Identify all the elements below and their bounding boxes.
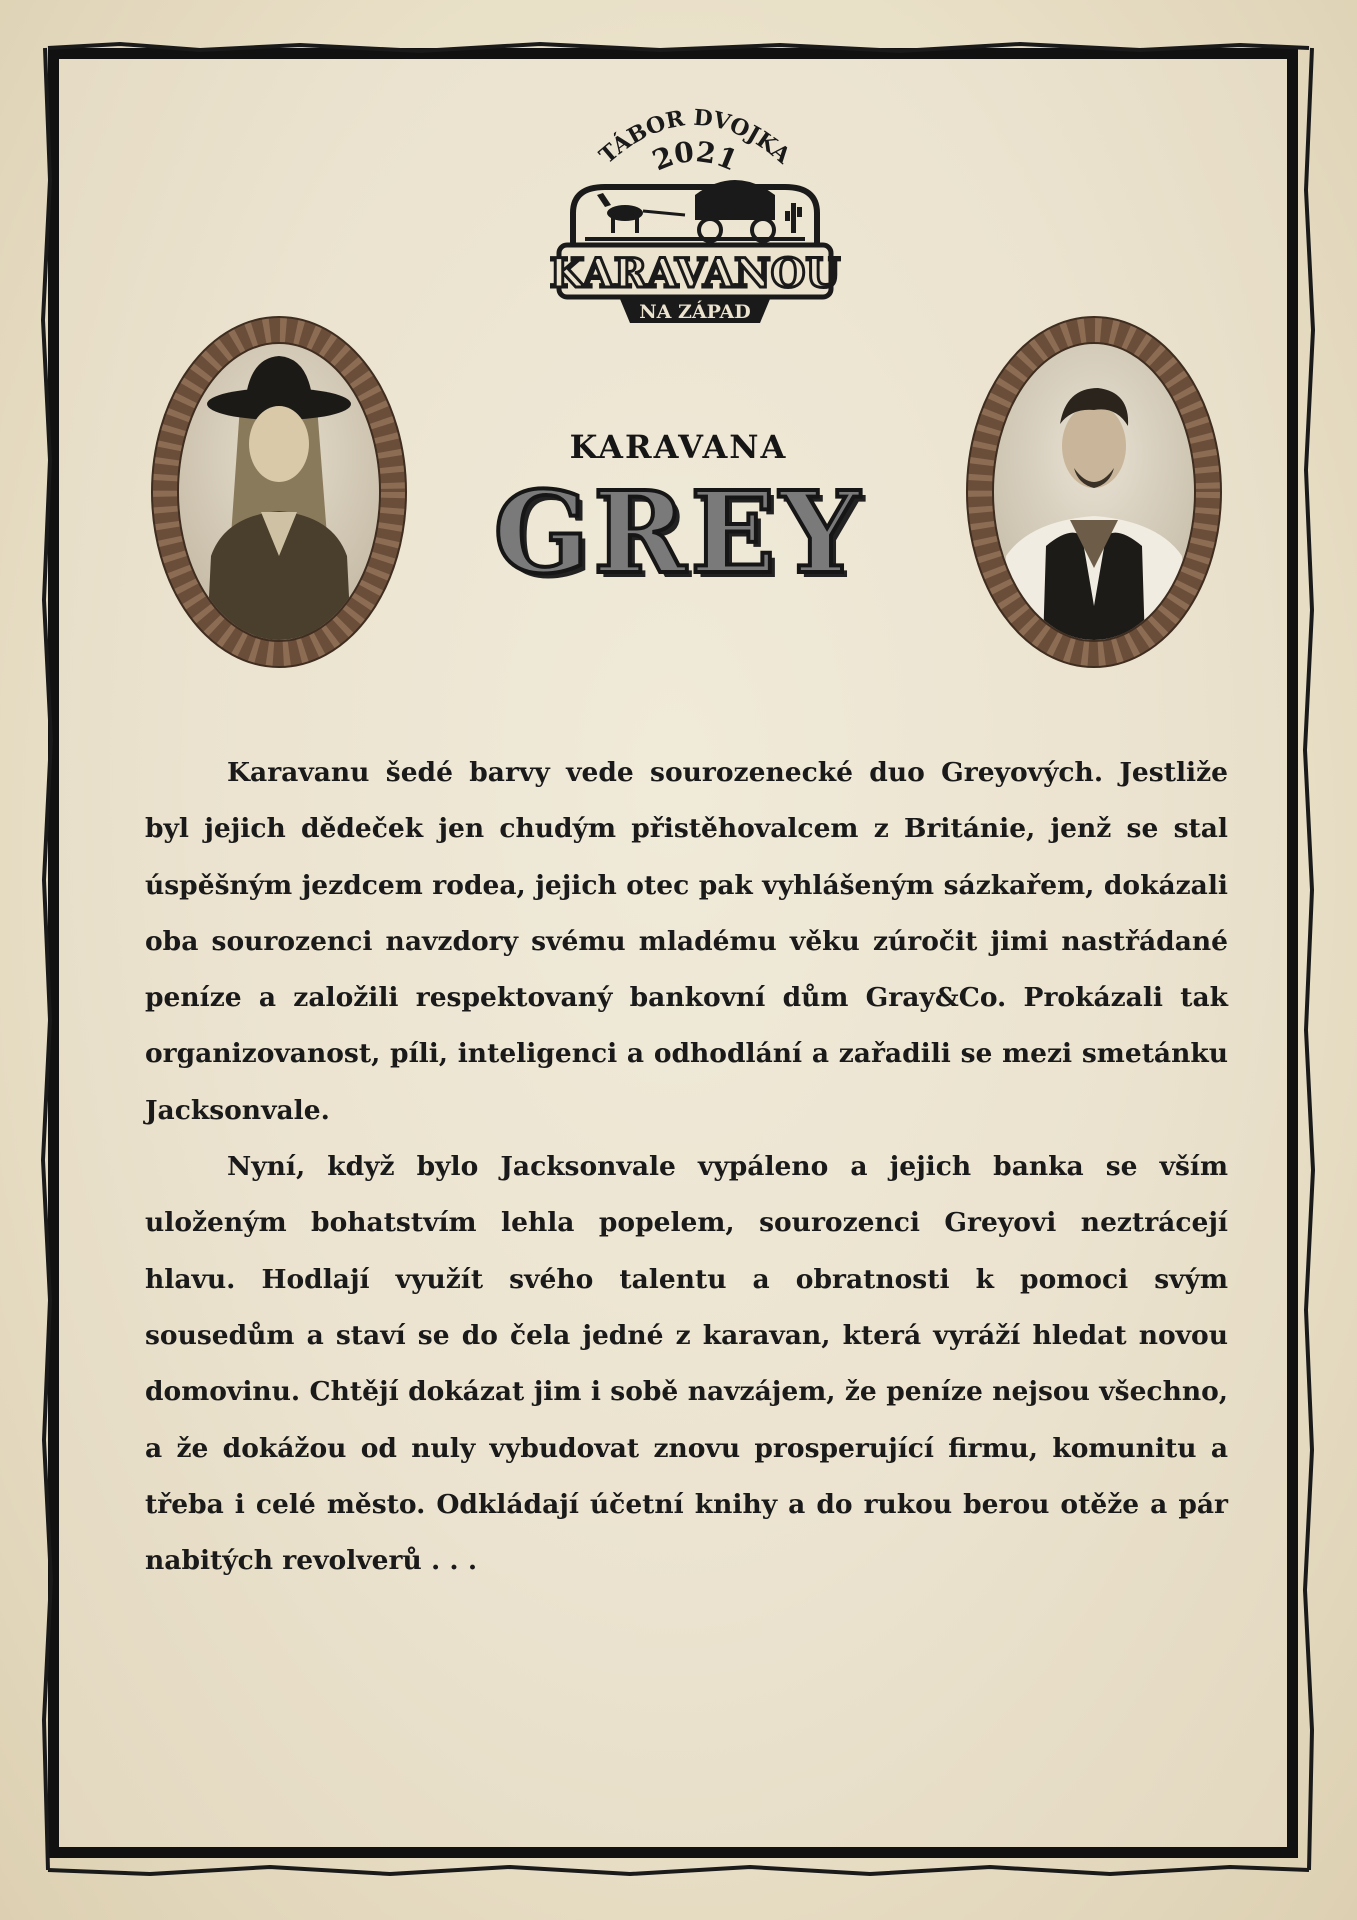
caravan-label: KARAVANA	[569, 428, 788, 466]
logo-top-text: TÁBOR DVOJKA	[594, 104, 796, 170]
logo-year: 2021	[647, 135, 743, 178]
logo-main-text: KARAVANOU	[549, 250, 841, 297]
paragraph-1: Karavanu šedé barvy vede sourozenecké duo Greyových. Jestliže byl jejich dědeček jen chudým přistěhovalcem z Británie, jenž se stal úspěšným jezdcem rodea, jejich otec pak vyhlášeným sázkařem, dokázali oba sourozenci navzdory svému mladému věku zúročit jimi nastřádané peníze a založili respektovaný bankovní dům Gray&Co. Prokázali tak organizovanost, píli, inteligenci a odhodlání a zařadili se mezi smetánku Jacksonvale.	[145, 757, 1228, 1126]
story-text	[145, 745, 1228, 1589]
camp-logo	[545, 95, 845, 330]
paragraph-2: Nyní, když bylo Jacksonvale vypáleno a jejich banka se vším uloženým bohatstvím lehla popelem, sourozenci Greyovi neztrácejí hlavu. Hodlají využít svého talentu a obratnosti k pomoci svým sousedům a staví se do čela jedné z karavan, která vyráží hledat novou domovinu. Chtějí dokázat jim i sobě navzájem, že peníze nejsou všechno, a že dokážou od nuly vybudovat znovu prosperující firmu, komunitu a třeba i celé město. Odkládají účetní knihy a do rukou berou otěže a pár nabitých revolverů . . .	[145, 1151, 1228, 1577]
caravan-name: GREY	[493, 468, 864, 599]
svg-text:2021	[648, 135, 743, 177]
logo-sub-text: NA ZÁPAD	[639, 301, 751, 323]
